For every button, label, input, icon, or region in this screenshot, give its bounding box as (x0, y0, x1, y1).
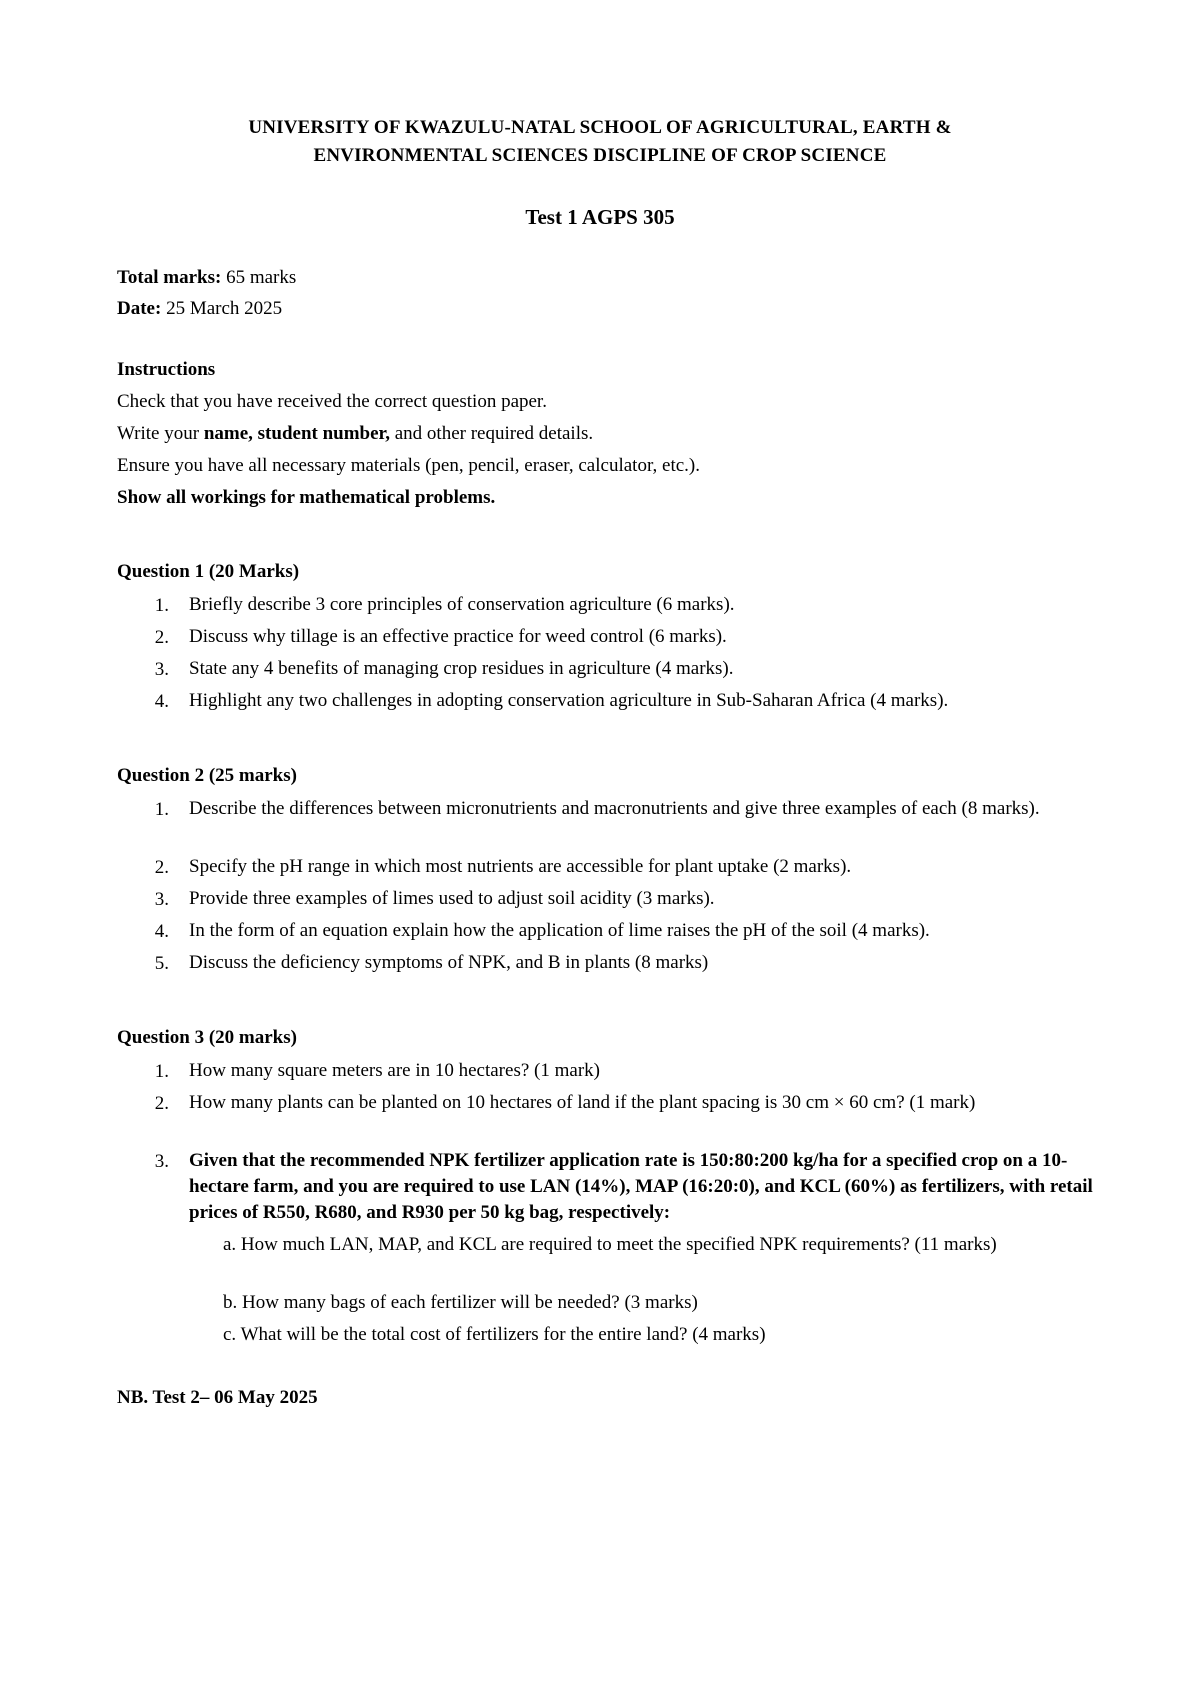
list-number: 1. (154, 799, 169, 820)
nb-note: NB. Test 2– 06 May 2025 (117, 1387, 318, 1408)
q3-subitem-a: a. How much LAN, MAP, and KCL are required to meet the specified NPK requirements? (11 marks) (223, 1234, 997, 1255)
instruction-text: and other required details. (390, 423, 594, 444)
q2-item-1: Describe the differences between micronutrients and macronutrients and give three examples of each (8 marks). (189, 798, 1040, 819)
list-number: 1. (154, 1061, 169, 1082)
q2-item-5: Discuss the deficiency symptoms of NPK, and B in plants (8 marks) (189, 952, 709, 973)
list-number: 2. (154, 857, 169, 878)
date-value: 25 March 2025 (161, 298, 283, 319)
total-marks-label: Total marks: (117, 267, 222, 288)
q1-item-3: State any 4 benefits of managing crop residues in agriculture (4 marks). (189, 658, 734, 679)
test-title: Test 1 AGPS 305 (525, 205, 675, 229)
list-number: 3. (154, 1151, 169, 1172)
list-number: 4. (154, 691, 169, 712)
total-marks-value: 65 marks (221, 267, 297, 288)
total-marks (117, 267, 296, 289)
list-number: 2. (154, 1093, 169, 1114)
list-number: 3. (154, 659, 169, 680)
list-number: 5. (154, 953, 169, 974)
university-header-line-1: UNIVERSITY OF KWAZULU-NATAL SCHOOL OF AGRICULTURAL, EARTH & (248, 117, 952, 138)
q2-item-3: Provide three examples of limes used to adjust soil acidity (3 marks). (189, 888, 715, 909)
date-label: Date: (117, 298, 162, 319)
q3-item-3: Given that the recommended NPK fertilizer application rate is 150:80:200 kg/ha for a specified crop on a 10-hectare farm, and you are required to use LAN (14%), MAP (16:20:0), and KCL (60%) as fertilizers, with retail prices of R550, R680, and R930 per 50 kg bag, respectively: (189, 1150, 1093, 1223)
q3-item-1: How many square meters are in 10 hectares? (1 mark) (189, 1060, 600, 1081)
list-number: 2. (154, 627, 169, 648)
list-number: 1. (154, 595, 169, 616)
instruction-line-3: Ensure you have all necessary materials (pen, pencil, eraser, calculator, etc.). (117, 455, 700, 476)
instruction-line-1: Check that you have received the correct question paper. (117, 391, 547, 412)
instructions-heading: Instructions (117, 359, 216, 380)
q1-item-4: Highlight any two challenges in adopting conservation agriculture in Sub-Saharan Africa (4 marks). (189, 690, 949, 711)
q2-item-2: Specify the pH range in which most nutrients are accessible for plant uptake (2 marks). (189, 856, 852, 877)
instruction-emphasis: name, student number, (203, 423, 390, 444)
exam-date (117, 298, 282, 320)
question-3-heading: Question 3 (20 marks) (117, 1027, 297, 1048)
question-2-heading: Question 2 (25 marks) (117, 765, 297, 786)
q3-item-2: How many plants can be planted on 10 hectares of land if the plant spacing is 30 cm × 60 cm? (1 mark) (189, 1092, 976, 1113)
list-number: 3. (154, 889, 169, 910)
list-number: 4. (154, 921, 169, 942)
q1-item-2: Discuss why tillage is an effective practice for weed control (6 marks). (189, 626, 727, 647)
q1-item-1: Briefly describe 3 core principles of conservation agriculture (6 marks). (189, 594, 735, 615)
university-header-line-2: ENVIRONMENTAL SCIENCES DISCIPLINE OF CROP SCIENCE (313, 145, 887, 166)
instruction-line-4: Show all workings for mathematical problems. (117, 487, 496, 508)
question-1-heading: Question 1 (20 Marks) (117, 561, 300, 582)
instruction-line-2 (117, 423, 593, 445)
q2-item-4: In the form of an equation explain how the application of lime raises the pH of the soil (4 marks). (189, 920, 930, 941)
q3-subitem-b: b. How many bags of each fertilizer will be needed? (3 marks) (223, 1292, 698, 1313)
q3-subitem-c: c. What will be the total cost of fertilizers for the entire land? (4 marks) (223, 1324, 766, 1345)
instruction-text: Write your (117, 423, 204, 444)
